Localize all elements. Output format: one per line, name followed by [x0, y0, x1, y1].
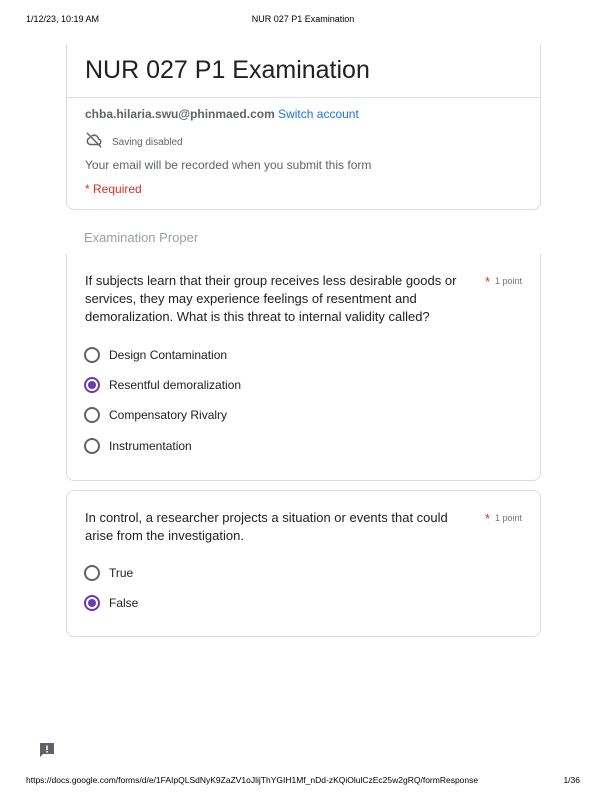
radio-button[interactable] — [84, 438, 100, 454]
radio-button[interactable] — [84, 407, 100, 423]
section-title: Examination Proper — [84, 230, 199, 245]
radio-button[interactable] — [84, 347, 100, 363]
radio-button-selected[interactable] — [84, 377, 100, 393]
option-true[interactable] — [84, 563, 133, 583]
radio-button[interactable] — [84, 565, 100, 581]
radio-button-selected[interactable] — [84, 595, 100, 611]
print-header — [0, 14, 606, 26]
form-header-card — [66, 44, 541, 210]
email-note: Your email will be recorded when you submit this form — [85, 158, 372, 172]
option-instrumentation[interactable] — [84, 436, 192, 456]
option-resentful-demoralization[interactable] — [84, 375, 241, 395]
option-label: Instrumentation — [109, 439, 192, 453]
form-title: NUR 027 P1 Examination — [85, 56, 370, 84]
account-email: chba.hilaria.swu@phinmaed.com — [85, 107, 275, 121]
account-line — [85, 107, 359, 121]
required-asterisk: * — [485, 274, 491, 289]
page-number: 1/36 — [563, 775, 580, 785]
cloud-off-icon — [85, 131, 103, 154]
question-points: 1 point — [495, 276, 523, 286]
required-asterisk: * — [485, 511, 491, 526]
option-false[interactable] — [84, 593, 138, 613]
option-label: Design Contamination — [109, 348, 228, 362]
question-points: 1 point — [495, 513, 523, 523]
question-card — [66, 490, 541, 637]
print-title: NUR 027 P1 Examination — [251, 14, 355, 24]
option-label: True — [109, 566, 134, 580]
saving-status-text: Saving disabled — [112, 136, 183, 148]
option-compensatory-rivalry[interactable] — [84, 405, 227, 425]
option-design-contamination[interactable] — [84, 345, 227, 365]
option-label: Compensatory Rivalry — [109, 408, 228, 422]
header-divider — [67, 97, 540, 98]
print-date: 1/12/23, 10:19 AM — [26, 14, 100, 24]
switch-account-link[interactable]: Switch account — [278, 107, 359, 121]
option-label: False — [109, 596, 139, 610]
question-text: If subjects learn that their group receives less desirable goods or services, they may experience feelings of resentment and demoralization. What is this threat to internal validity called? — [85, 273, 457, 324]
report-feedback-icon[interactable] — [38, 741, 56, 759]
question-card — [66, 254, 541, 481]
required-note: * Required — [85, 182, 142, 196]
saving-status — [85, 132, 183, 152]
question-text: In control, a researcher projects a situation or events that could arise from the investigation. — [85, 510, 448, 543]
option-label: Resentful demoralization — [109, 378, 242, 392]
print-url: https://docs.google.com/forms/d/e/1FAIpQLSdNyK9ZaZV1oJlijThYGIH1Mf_nDd-zKQiOlulCzEc25w2gRQ/formResponse — [26, 775, 479, 785]
